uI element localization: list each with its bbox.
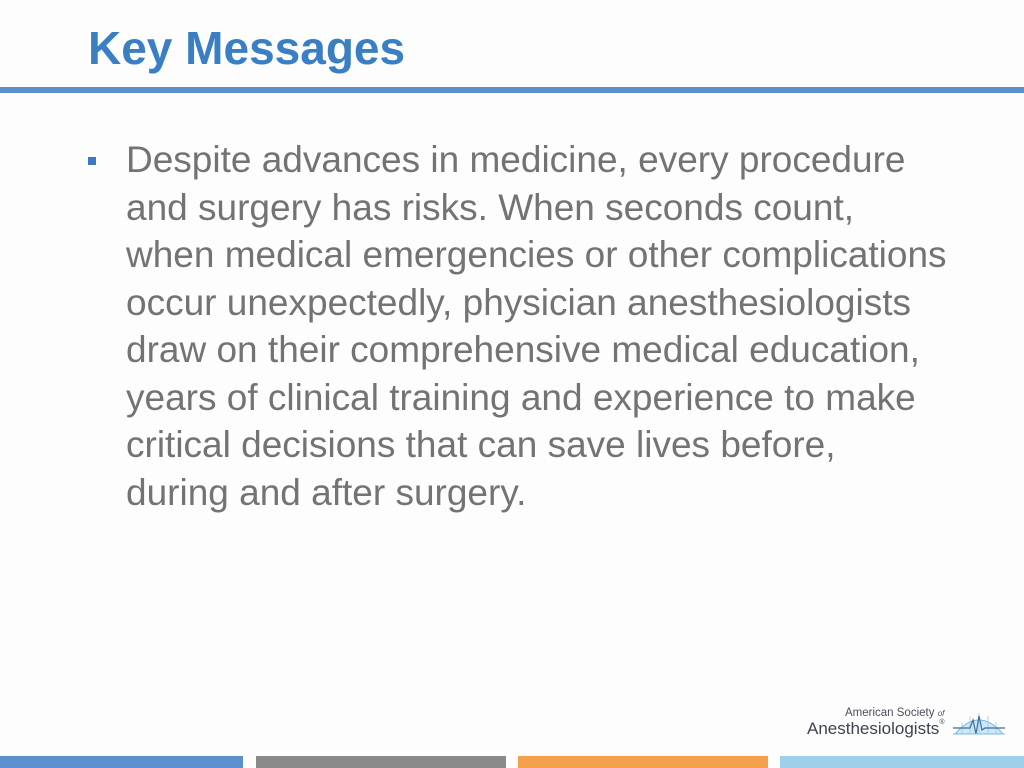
title-divider bbox=[0, 87, 1024, 93]
footer-bar-blue bbox=[0, 756, 243, 768]
slide-title: Key Messages bbox=[88, 22, 406, 74]
logo-org-line2: Anesthesiologists® bbox=[807, 719, 945, 738]
footer-bar-orange bbox=[518, 756, 768, 768]
heartbeat-dome-icon bbox=[952, 708, 1006, 738]
footer-bar-lightblue bbox=[780, 756, 1024, 768]
footer-bar-gray bbox=[256, 756, 506, 768]
square-bullet-icon bbox=[88, 157, 96, 165]
logo-org-line1: American Society of bbox=[845, 707, 945, 719]
bullet-text: Despite advances in medicine, every procedure and surgery has risks. When seconds count, when medical emergencies or other complications occur unexpectedly, physician anesthesiologists draw on their comprehensive medical education, years of clinical training and experience to make critical decisions that can save lives before, during and after surgery. bbox=[126, 139, 947, 513]
asa-logo bbox=[805, 700, 1010, 744]
